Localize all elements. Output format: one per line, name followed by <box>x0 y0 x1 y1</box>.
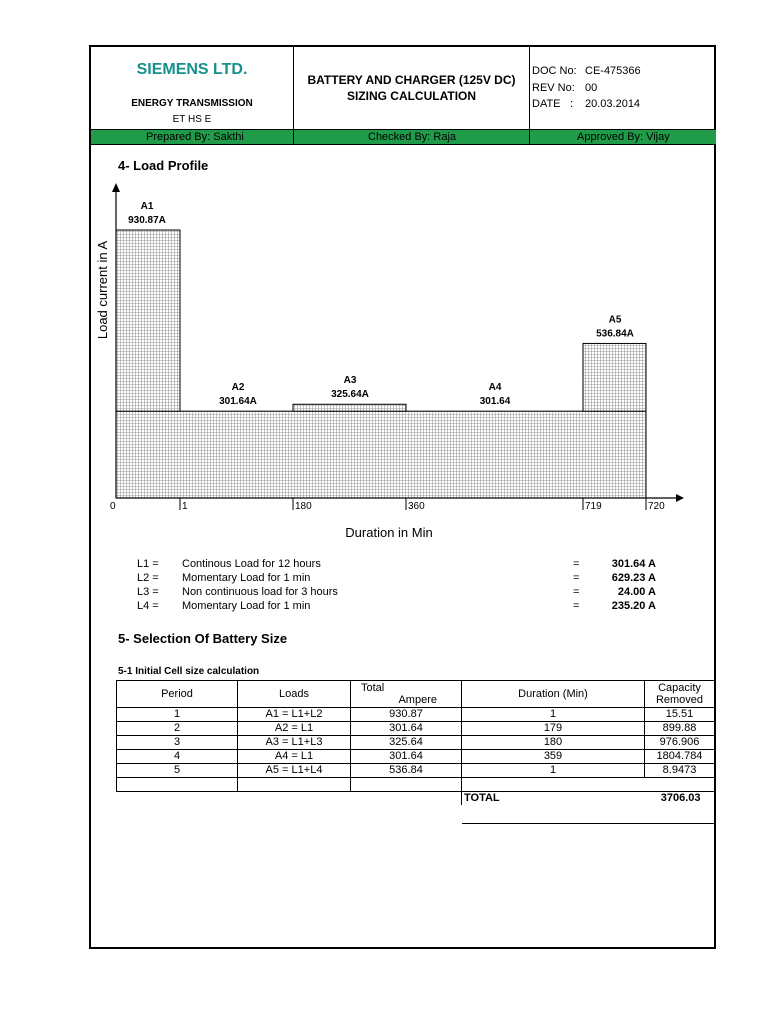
table-header-row <box>117 681 715 708</box>
date-label: DATE <box>532 98 561 110</box>
table-row <box>117 750 715 764</box>
battery-section-title: 5- Selection Of Battery Size <box>118 631 288 646</box>
header-capacity: Capacity <box>658 682 701 694</box>
x-tick-label: 720 <box>648 501 665 512</box>
x-axis-label: Duration in Min <box>345 525 433 540</box>
load-name: L3 = <box>137 586 159 598</box>
cell-loads: A1 = L1+L2 <box>238 708 351 722</box>
cell-capacity: 1804.784 <box>645 750 715 764</box>
cell-ampere: 301.64 <box>351 722 462 736</box>
date-colon: : <box>570 98 574 110</box>
doc-no-value: CE-475366 <box>585 65 641 77</box>
title-line-2: SIZING CALCULATION <box>346 89 477 103</box>
rev-value: 00 <box>585 82 598 94</box>
load-profile-title: 4- Load Profile <box>118 158 209 173</box>
base-load-band <box>116 411 646 498</box>
cell-ampere: 930.87 <box>351 708 462 722</box>
x-tick-label: 1 <box>182 501 188 512</box>
load-desc: Momentary Load for 1 min <box>182 572 311 584</box>
cell-capacity: 8.9473 <box>645 764 715 778</box>
period-value-label: 325.64A <box>331 389 369 401</box>
rev-label: REV No: <box>532 82 575 94</box>
load-bar-a3 <box>293 404 406 411</box>
cell-duration: 180 <box>462 736 645 750</box>
cell-period: 1 <box>117 708 238 722</box>
period-value-label: 536.84A <box>596 328 634 340</box>
period-id-label: A2 <box>231 382 245 394</box>
cell-ampere: 301.64 <box>351 750 462 764</box>
period-id-label: A5 <box>608 314 622 326</box>
table-row-empty <box>117 778 715 792</box>
doc-no-label: DOC No: <box>532 65 577 77</box>
table-row <box>117 708 715 722</box>
cell-capacity: 899.88 <box>645 722 715 736</box>
total-value: 3706.03 <box>645 792 715 806</box>
cell-loads: A5 = L1+L4 <box>238 764 351 778</box>
load-value: 629.23 A <box>611 572 656 584</box>
load-bar-a5 <box>583 343 646 411</box>
cell-duration: 1 <box>462 708 645 722</box>
company-name: SIEMENS LTD. <box>136 61 248 78</box>
header-capacity-removed <box>645 681 715 708</box>
y-axis-label: Load current in A <box>95 240 110 340</box>
load-eq: = <box>573 600 580 612</box>
total-row <box>117 792 715 806</box>
cell-capacity: 976.906 <box>645 736 715 750</box>
cell-loads: A2 = L1 <box>238 722 351 736</box>
load-value: 235.20 A <box>611 600 656 612</box>
load-value: 301.64 A <box>611 558 656 570</box>
cell-period: 2 <box>117 722 238 736</box>
load-desc: Continous Load for 12 hours <box>182 558 321 570</box>
prepared-by: Prepared By: Sakthi <box>146 131 244 143</box>
header-total: Total <box>361 682 385 694</box>
period-id-label: A4 <box>488 382 502 394</box>
load-eq: = <box>573 586 580 598</box>
period-value-label: 301.64A <box>219 396 257 408</box>
load-name: L1 = <box>137 558 159 570</box>
cell-loads: A3 = L1+L3 <box>238 736 351 750</box>
checked-by: Checked By: Raja <box>368 131 457 143</box>
x-tick-label: 180 <box>295 501 312 512</box>
load-desc: Non continuous load for 3 hours <box>182 586 338 598</box>
cell-period: 5 <box>117 764 238 778</box>
x-tick-label: 360 <box>408 501 425 512</box>
dept-code: ET HS E <box>172 114 212 125</box>
title-line-1: BATTERY AND CHARGER (125V DC) <box>307 73 516 87</box>
header-loads: Loads <box>238 681 351 708</box>
total-underline <box>462 823 716 824</box>
cell-duration: 1 <box>462 764 645 778</box>
period-value-label: 930.87A <box>128 215 166 226</box>
division-name: ENERGY TRANSMISSION <box>131 98 253 109</box>
period-id-label: A3 <box>343 375 357 387</box>
header-ampere: Ampere <box>398 694 437 706</box>
header-duration: Duration (Min) <box>462 681 645 708</box>
header-removed: Removed <box>655 694 704 706</box>
cell-ampere: 536.84 <box>351 764 462 778</box>
y-axis-arrow-icon <box>112 183 120 192</box>
cell-size-table <box>116 680 715 805</box>
load-eq: = <box>573 572 580 584</box>
load-name: L2 = <box>137 572 159 584</box>
load-desc: Momentary Load for 1 min <box>182 600 311 612</box>
x-axis-arrow-icon <box>676 494 684 502</box>
period-id-label: A1 <box>140 201 154 212</box>
cell-duration: 359 <box>462 750 645 764</box>
cell-duration: 179 <box>462 722 645 736</box>
header-period: Period <box>117 681 238 708</box>
header-total-ampere <box>351 681 462 708</box>
period-value-label: 301.64 <box>479 396 511 408</box>
initial-cell-subtitle: 5-1 Initial Cell size calculation <box>118 666 260 677</box>
cell-period: 3 <box>117 736 238 750</box>
load-name: L4 = <box>137 600 159 612</box>
approved-by: Approved By: Vijay <box>577 131 670 143</box>
x-tick-label: 0 <box>110 501 116 512</box>
load-bar-a1 <box>116 230 180 411</box>
cell-loads: A4 = L1 <box>238 750 351 764</box>
cell-ampere: 325.64 <box>351 736 462 750</box>
table-row <box>117 722 715 736</box>
table-row <box>117 764 715 778</box>
date-value: 20.03.2014 <box>585 98 641 110</box>
x-tick-label: 719 <box>585 501 602 512</box>
table-row <box>117 736 715 750</box>
load-value: 24.00 A <box>617 586 656 598</box>
cell-period: 4 <box>117 750 238 764</box>
load-eq: = <box>573 558 580 570</box>
total-label: TOTAL <box>462 792 645 806</box>
cell-capacity: 15.51 <box>645 708 715 722</box>
